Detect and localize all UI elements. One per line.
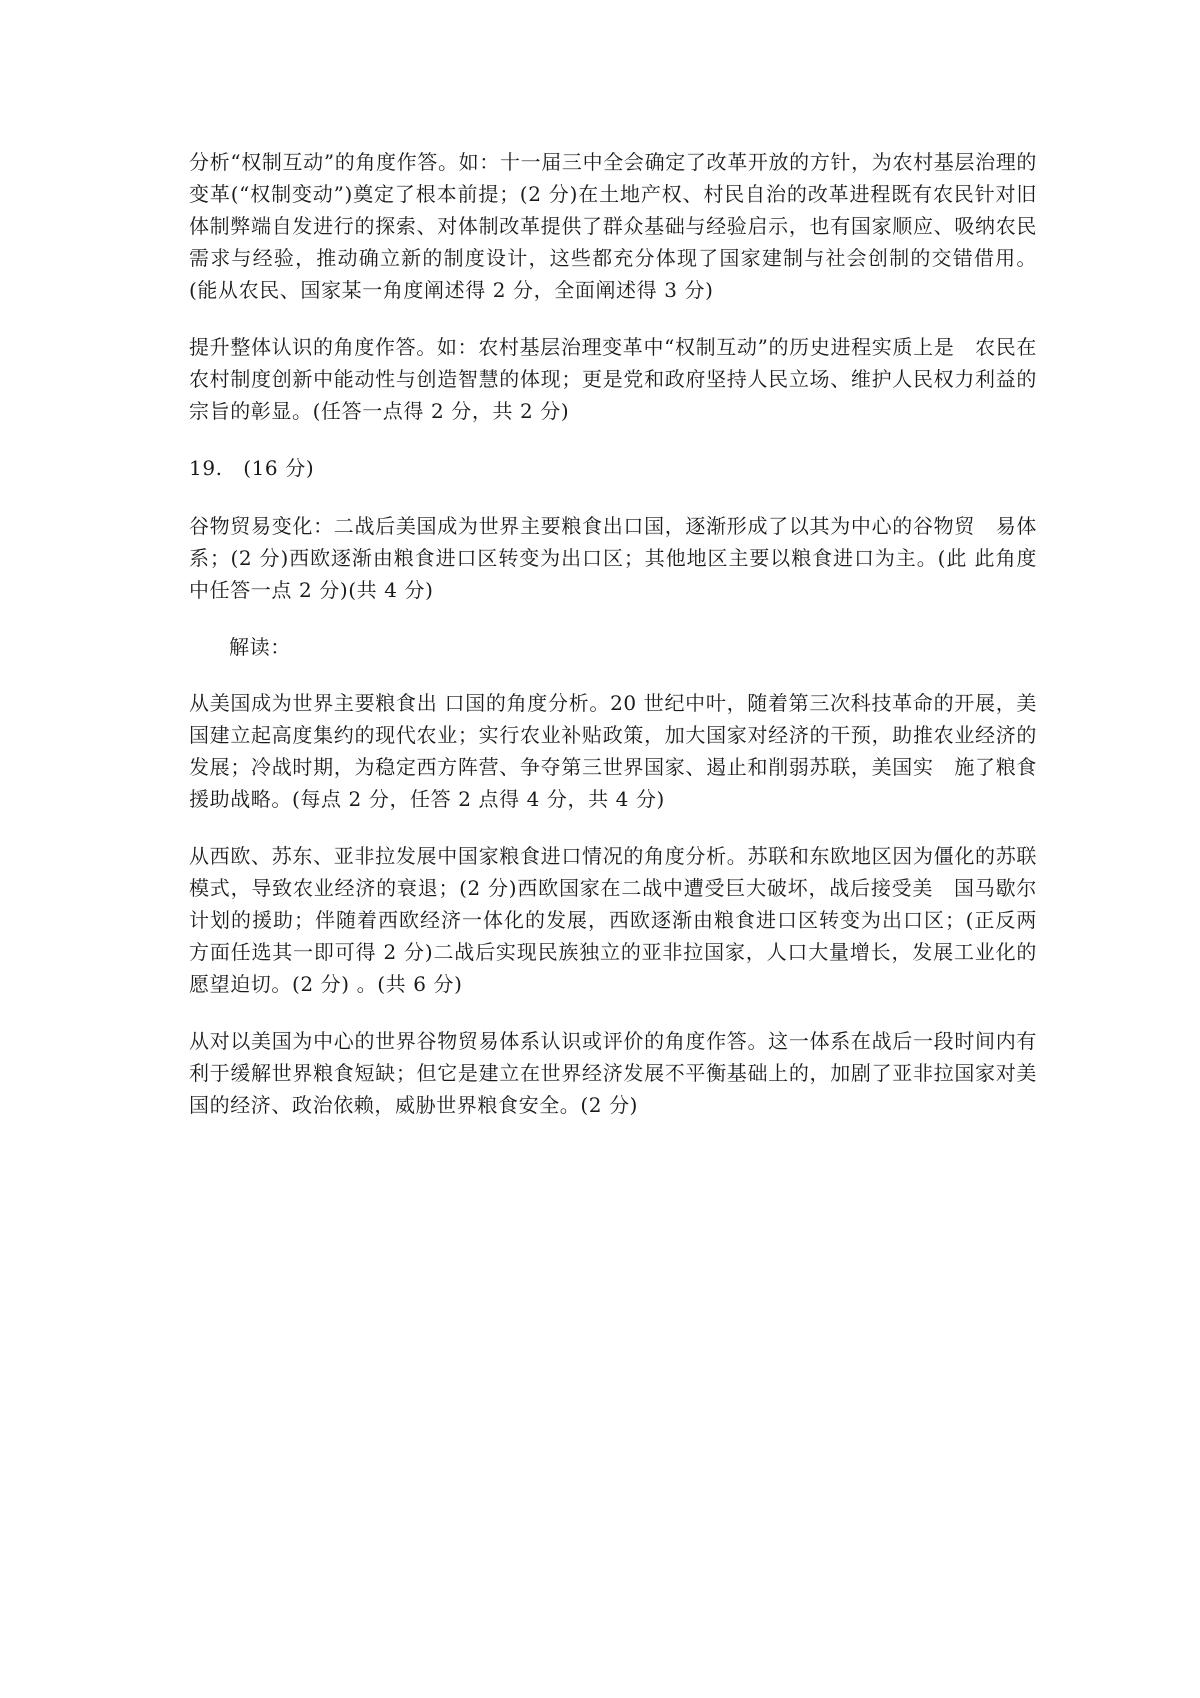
document-body: [189, 146, 1037, 1146]
paragraph-power-interaction: 分析“权制互动”的角度作答。如：十一届三中全会确定了改革开放的方针，为农村基层治理的变革(“权制变动”)奠定了根本前提；(2 分)在土地产权、村民自治的改革进程既有农民针对旧体制弊端自发进行的探索、对体制改革提供了群众基础与经验启示，也有国家顺应、吸纳农民需求与经验，推动确立新的制度设计，这些都充分体现了国家建制与社会创制的交错借用。(能从农民、国家某一角度阐述得 2 分，全面阐述得 3 分): [189, 150, 1037, 302]
paragraph-system-evaluation: 从对以美国为中心的世界谷物贸易体系认识或评价的角度作答。这一体系在战后一段时间内有利于缓解世界粮食短缺；但它是建立在世界经济发展不平衡基础上的，加剧了亚非拉国家对美国的经济、政治依赖，威胁世界粮食安全。(2 分): [189, 1029, 1037, 1117]
paragraph-grain-trade-change: 谷物贸易变化：二战后美国成为世界主要粮食出口国，逐渐形成了以其为中心的谷物贸 易体系；(2 分)西欧逐渐由粮食进口区转变为出口区；其他地区主要以粮食进口为主。(此 此角度中任答一点 2 分)(共 4 分): [189, 514, 1037, 602]
paragraph-overall-understanding: 提升整体认识的角度作答。如：农村基层治理变革中“权制互动”的历史进程实质上是 农民在农村制度创新中能动性与创造智慧的体现；更是党和政府坚持人民立场、维护人民权力利益的宗旨的彰显。(任答一点得 2 分，共 2 分): [189, 335, 1037, 423]
question-number: 19. (16 分): [189, 456, 315, 480]
paragraph-import-analysis: 从西欧、苏东、亚非拉发展中国家粮食进口情况的角度分析。苏联和东欧地区因为僵化的苏联模式，导致农业经济的衰退；(2 分)西欧国家在二战中遭受巨大破坏，战后接受美 国马歇尔计划的援助；伴随着西欧经济一体化的发展，西欧逐渐由粮食进口区转变为出口区；(正反两方面任选其一即可得 2 分)二战后实现民族独立的亚非拉国家，人口大量增长，发展工业化的愿望迫切。(2 分) 。(共 6 分): [189, 844, 1037, 996]
paragraph-interpretation-heading: 解读：: [229, 635, 291, 659]
paragraph-us-export-analysis: 从美国成为世界主要粮食出 口国的角度分析。20 世纪中叶，随着第三次科技革命的开展，美国建立起高度集约的现代农业；实行农业补贴政策，加大国家对经济的干预，助推农业经济的发展；冷战时期，为稳定西方阵营、争夺第三世界国家、遏止和削弱苏联，美国实 施了粮食援助战略。(每点 2 分，任答 2 点得 4 分，共 4 分): [189, 691, 1037, 811]
